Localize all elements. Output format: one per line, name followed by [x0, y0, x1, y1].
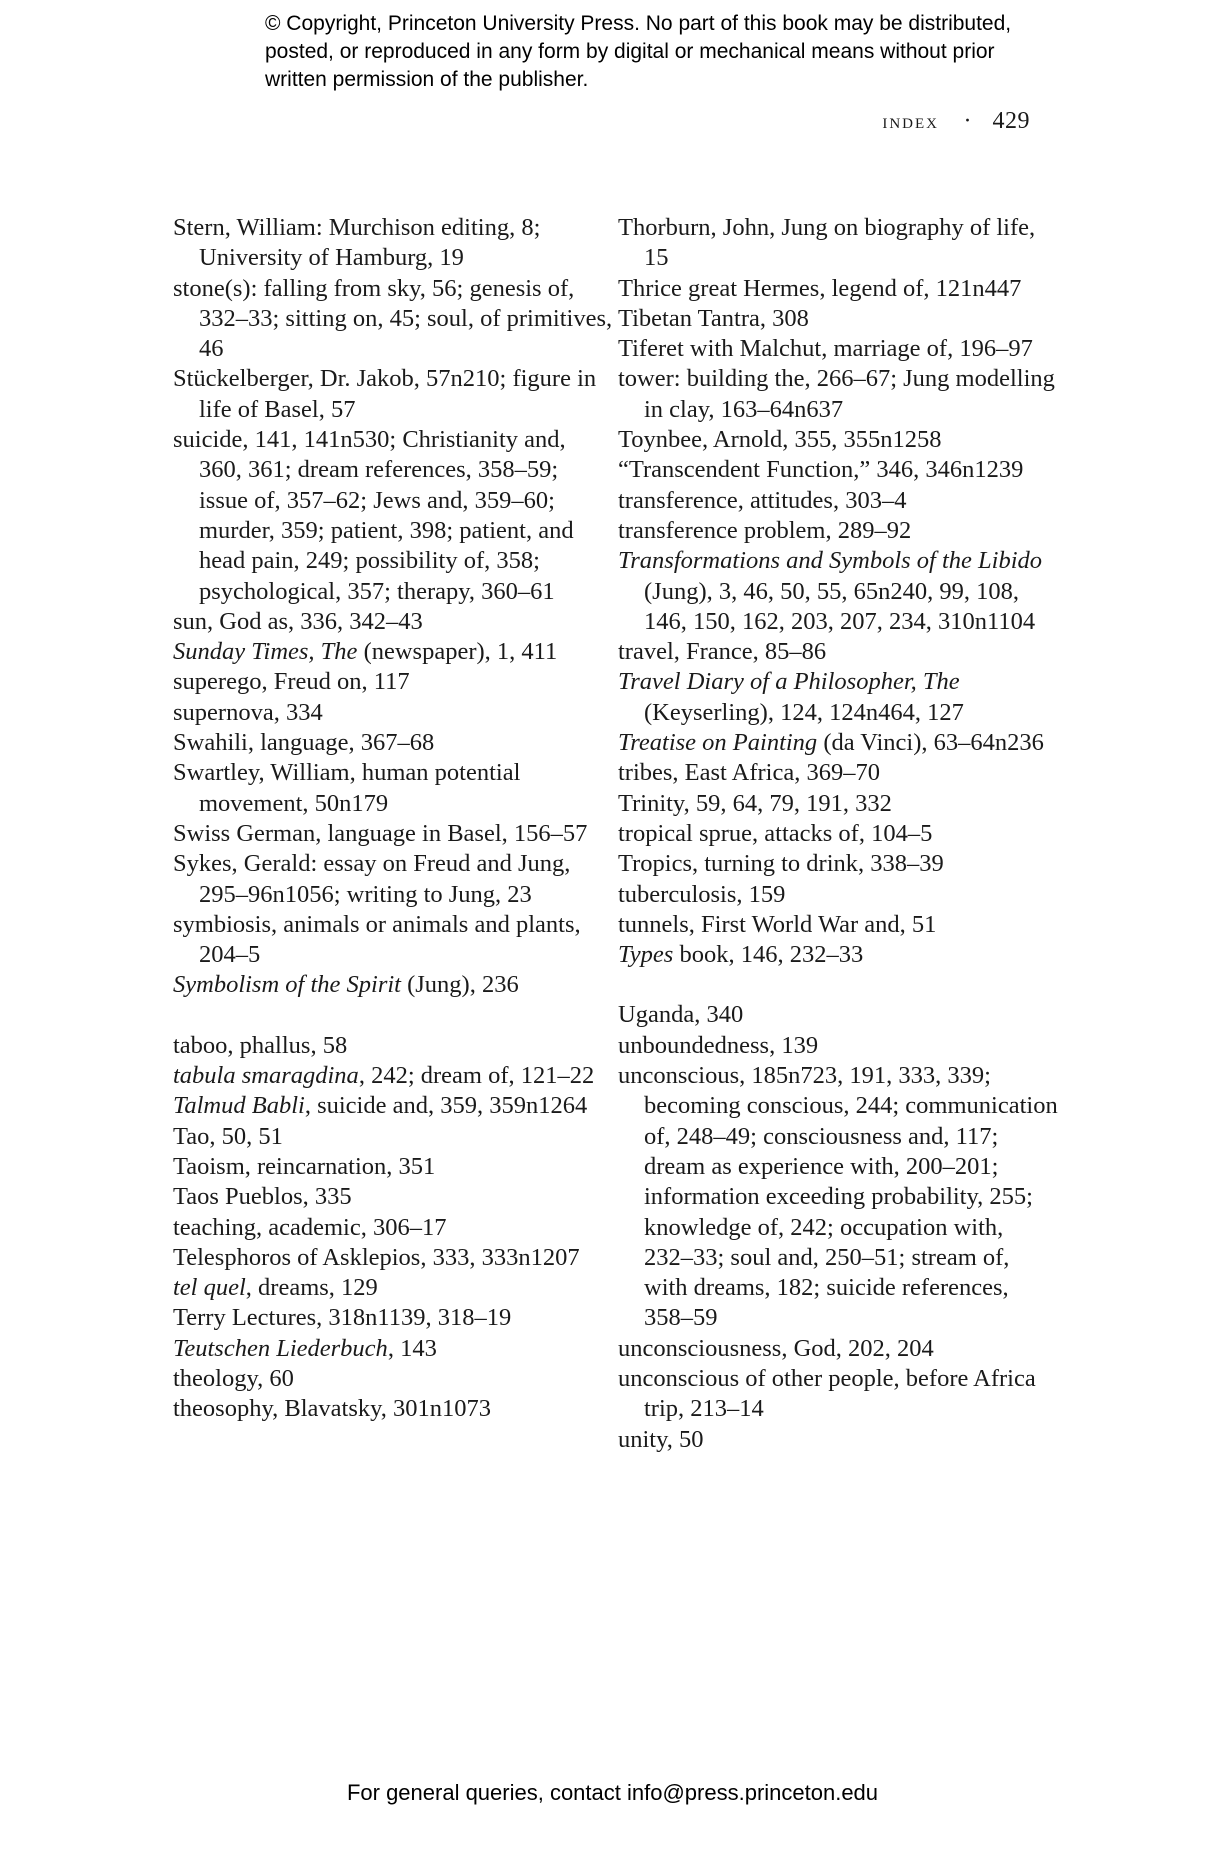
index-entry-text: stone(s): falling from sky, 56; genesis of, 332–33; sitting on, 45; soul, of primitives, 46 — [173, 274, 613, 363]
index-entry-text: tunnels, First World War and, 51 — [618, 910, 937, 938]
index-entry — [618, 425, 1058, 455]
index-entry-text: theosophy, Blavatsky, 301n1073 — [173, 1395, 492, 1423]
index-entry-text: Tao, 50, 51 — [173, 1122, 283, 1150]
index-entry-text: Thrice great Hermes, legend of, 121n447 — [618, 274, 1022, 302]
index-entry-text: tribes, East Africa, 369–70 — [618, 759, 880, 787]
index-entry-text: symbiosis, animals or animals and plants, 204–5 — [173, 910, 581, 969]
index-entry-text: unconscious, 185n723, 191, 333, 339; becoming conscious, 244; communication of, 248–49; consciousness and, 117; dream as experience with, 200–201; information exceeding probability, 255; knowledge of, 242; occupation with, 232–33; soul and, 250–51; stream of, with dreams, 182; suicide references, 358–59 — [618, 1062, 1058, 1332]
index-entry-text: tropical sprue, attacks of, 104–5 — [618, 819, 933, 847]
index-entry — [618, 819, 1058, 849]
index-entry — [173, 1031, 613, 1061]
index-entry — [618, 637, 1058, 667]
index-entry-text: travel, France, 85–86 — [618, 638, 827, 666]
index-entry-text: Tiferet with Malchut, marriage of, 196–97 — [618, 335, 1033, 363]
index-entry-text: unity, 50 — [618, 1425, 704, 1453]
index-entry-title: tel quel — [173, 1274, 246, 1302]
index-entry — [173, 1061, 613, 1091]
index-entry — [618, 364, 1058, 425]
index-entry — [618, 546, 1058, 637]
index-entry-text: “Transcendent Function,” 346, 346n1239 — [618, 456, 1024, 484]
index-entry — [173, 1303, 613, 1333]
index-entry — [173, 1182, 613, 1212]
index-entry — [173, 1394, 613, 1424]
index-entry-text: unboundedness, 139 — [618, 1031, 819, 1059]
index-entry-text: transference problem, 289–92 — [618, 516, 912, 544]
index-entry — [173, 274, 613, 365]
index-entry — [173, 849, 613, 910]
index-entry — [618, 274, 1058, 304]
index-entry-title: Symbolism of the Spirit — [173, 971, 401, 999]
index-entry-text: , dreams, 129 — [245, 1274, 378, 1302]
index-entry — [618, 910, 1058, 940]
index-entry — [173, 1273, 613, 1303]
index-entry-text: Taos Pueblos, 335 — [173, 1183, 352, 1211]
index-entry-text: supernova, 334 — [173, 698, 323, 726]
index-entry-text: teaching, academic, 306–17 — [173, 1213, 447, 1241]
index-entry-text: Swartley, William, human potential movement, 50n179 — [173, 759, 521, 817]
index-entry-text: taboo, phallus, 58 — [173, 1031, 348, 1059]
index-entry-text: Terry Lectures, 318n1139, 318–19 — [173, 1304, 512, 1332]
page-number: 429 — [992, 108, 1030, 134]
index-entry-text: Uganda, 340 — [618, 1001, 744, 1029]
index-entry — [618, 1364, 1058, 1425]
index-entry — [173, 425, 613, 607]
index-entry — [173, 667, 613, 697]
index-entry — [618, 728, 1058, 758]
index-entry-text: tower: building the, 266–67; Jung modelling in clay, 163–64n637 — [618, 365, 1055, 423]
running-head-label: index — [882, 108, 939, 133]
index-entry — [618, 1000, 1058, 1030]
index-entry — [618, 334, 1058, 364]
index-entry — [618, 940, 1058, 970]
index-entry-text: , 143 — [387, 1334, 437, 1362]
index-entry — [618, 667, 1058, 728]
index-entry-text: (newspaper), 1, 411 — [357, 638, 558, 666]
index-column-right — [618, 213, 1058, 1455]
running-head-separator: · — [963, 108, 972, 134]
index-entry-text: Sykes, Gerald: essay on Freud and Jung, 295–96n1056; writing to Jung, 23 — [173, 850, 571, 908]
index-entry — [618, 849, 1058, 879]
index-entry-text: Trinity, 59, 64, 79, 191, 332 — [618, 789, 892, 817]
index-entry-title: Talmud Babli — [173, 1092, 305, 1120]
index-entry — [173, 970, 613, 1000]
index-entry — [173, 758, 613, 819]
footer-contact: For general queries, contact info@press.princeton.edu — [346, 1780, 879, 1805]
index-entry — [618, 1061, 1058, 1334]
index-entry-title: Teutschen Liederbuch — [173, 1334, 388, 1362]
index-entry-title: Travel Diary of a Philosopher, The — [618, 668, 960, 696]
index-entry — [173, 1152, 613, 1182]
index-entry — [173, 819, 613, 849]
index-entry-title: Sunday Times, The — [173, 638, 358, 666]
index-entry-text: transference, attitudes, 303–4 — [618, 486, 907, 514]
index-entry — [173, 728, 613, 758]
index-entry-text: Swiss German, language in Basel, 156–57 — [173, 819, 588, 847]
index-entry-text: superego, Freud on, 117 — [173, 668, 410, 696]
copyright-notice: © Copyright, Princeton University Press. No part of this book may be distributed, posted, or reproduced in any form by digital or mechanical means without prior written permission of the publisher. — [265, 12, 1012, 91]
index-entry — [618, 304, 1058, 334]
index-entry-text: Stern, William: Murchison editing, 8; University of Hamburg, 19 — [173, 214, 541, 272]
index-entry-text: theology, 60 — [173, 1364, 294, 1392]
index-entry — [173, 1334, 613, 1364]
index-entry-text: (Keyserling), 124, 124n464, 127 — [644, 698, 964, 726]
index-entry — [173, 1091, 613, 1121]
index-entry — [173, 1122, 613, 1152]
index-entry — [618, 455, 1058, 485]
index-entry — [173, 698, 613, 728]
index-entry-text: , 242; dream of, 121–22 — [358, 1062, 595, 1090]
index-entry — [173, 1243, 613, 1273]
index-entry-text: Tibetan Tantra, 308 — [618, 304, 809, 332]
index-entry-text: tuberculosis, 159 — [618, 880, 786, 908]
index-entry-text: Toynbee, Arnold, 355, 355n1258 — [618, 426, 942, 454]
index-entry-title: Transformations and Symbols of the Libido — [618, 547, 1043, 575]
index-entry — [173, 1213, 613, 1243]
index-entry — [173, 607, 613, 637]
index-entry — [618, 1031, 1058, 1061]
running-head — [882, 108, 1030, 135]
index-entry — [618, 1425, 1058, 1455]
index-entry-title: Treatise on Painting — [618, 729, 818, 757]
index-entry-text: , suicide and, 359, 359n1264 — [304, 1092, 588, 1120]
index-entry — [618, 486, 1058, 516]
index-entry — [173, 213, 613, 274]
index-entry — [173, 910, 613, 971]
index-entry-text: (da Vinci), 63–64n236 — [817, 729, 1044, 757]
index-entry — [618, 880, 1058, 910]
index-entry-text: Thorburn, John, Jung on biography of life, 15 — [618, 214, 1036, 272]
index-column-left — [173, 213, 613, 1425]
index-entry — [173, 1364, 613, 1394]
index-entry-text: unconscious of other people, before Africa trip, 213–14 — [618, 1364, 1036, 1423]
index-entry-title: tabula smaragdina — [173, 1062, 359, 1090]
index-entry-text: Stückelberger, Dr. Jakob, 57n210; figure in life of Basel, 57 — [173, 365, 597, 423]
index-entry-text: Swahili, language, 367–68 — [173, 729, 435, 757]
index-entry-text: (Jung), 236 — [400, 971, 519, 999]
index-entry — [173, 637, 613, 667]
index-entry — [618, 1334, 1058, 1364]
index-entry-text: book, 146, 232–33 — [673, 941, 864, 969]
index-entry-text: suicide, 141, 141n530; Christianity and, 360, 361; dream references, 358–59; issue of, 357–62; Jews and, 359–60; murder, 359; patient, 398; patient, and head pain, 249; possibility of, 358; psychological, 357; therapy, 360–61 — [173, 426, 574, 605]
index-entry-text: unconsciousness, God, 202, 204 — [618, 1334, 934, 1362]
index-entry — [173, 364, 613, 425]
index-entry-text: sun, God as, 336, 342–43 — [173, 607, 423, 635]
index-entry-title: Types — [618, 941, 674, 969]
index-entry-text: Telesphoros of Asklepios, 333, 333n1207 — [173, 1243, 580, 1271]
index-entry — [618, 789, 1058, 819]
index-entry-text: Taoism, reincarnation, 351 — [173, 1152, 436, 1180]
index-entry — [618, 516, 1058, 546]
index-entry-text: Tropics, turning to drink, 338–39 — [618, 850, 944, 878]
index-entry — [618, 213, 1058, 274]
index-entry-text: (Jung), 3, 46, 50, 55, 65n240, 99, 108, 146, 150, 162, 203, 207, 234, 310n1104 — [644, 577, 1036, 635]
index-entry — [618, 758, 1058, 788]
